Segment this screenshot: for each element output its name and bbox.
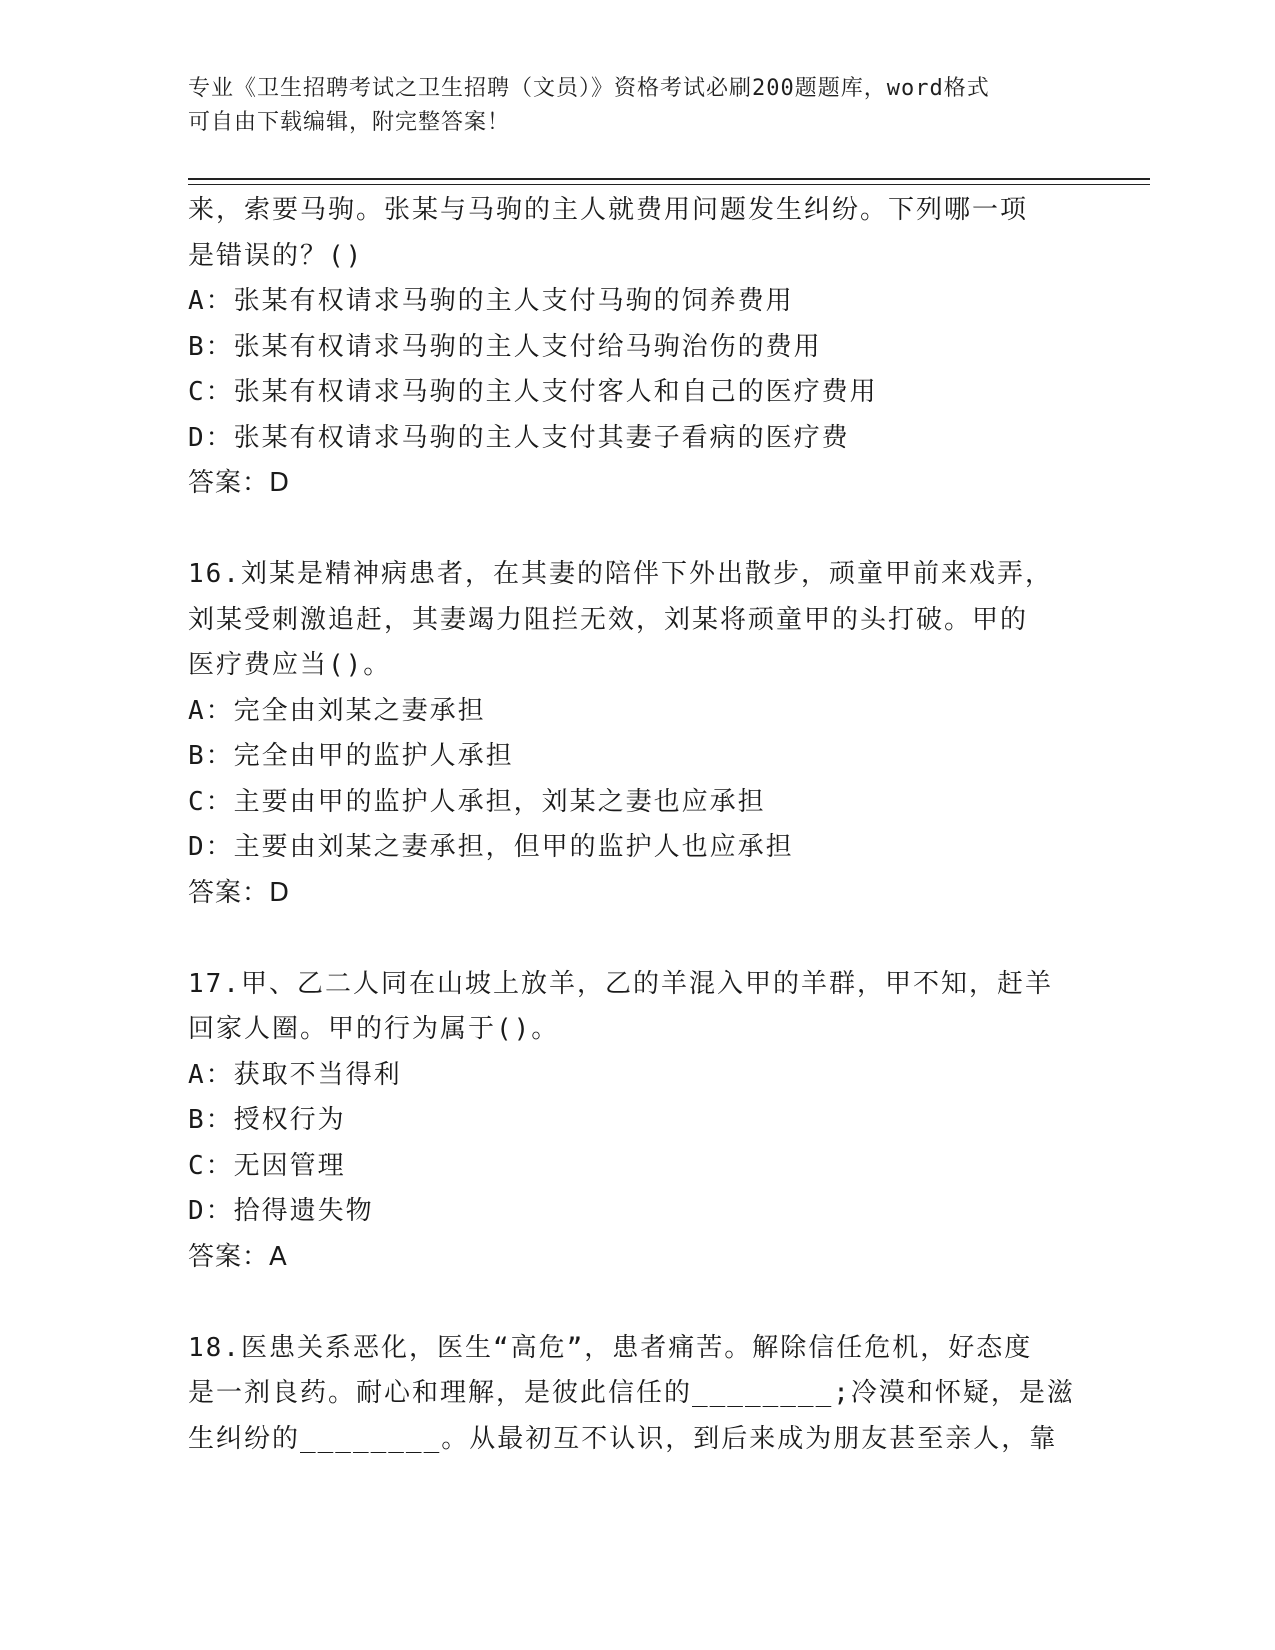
question-stem-line: 医疗费应当()。 (188, 650, 392, 680)
header-divider (188, 178, 1150, 185)
document-body (188, 188, 1088, 1462)
question-stem-line: 生纠纷的________。从最初互不认识，到后来成为朋友甚至亲人，靠 (188, 1423, 1058, 1454)
question-stem-line: 是一剂良药。耐心和理解，是彼此信任的________;冷漠和怀疑，是滋 (188, 1378, 1075, 1408)
question-stem-line: 来，索要马驹。张某与马驹的主人就费用问题发生纠纷。下列哪一项 (188, 195, 1029, 225)
header-title-line-2: 可自由下载编辑，附完整答案！ (188, 110, 511, 135)
answer-line: 答案：A (188, 1241, 288, 1272)
option-c: C：主要由甲的监护人承担，刘某之妻也应承担 (188, 786, 766, 817)
option-d: D：主要由刘某之妻承担，但甲的监护人也应承担 (188, 832, 794, 862)
option-a: A：获取不当得利 (188, 1059, 402, 1090)
option-a: A：完全由刘某之妻承担 (188, 695, 486, 726)
option-b: B：完全由甲的监护人承担 (188, 741, 514, 771)
option-d: D：张某有权请求马驹的主人支付其妻子看病的医疗费 (188, 422, 850, 453)
answer-line: 答案：D (188, 468, 291, 498)
answer-line: 答案：D (188, 877, 291, 908)
option-d: D：拾得遗失物 (188, 1196, 374, 1226)
question-18 (188, 1326, 1088, 1463)
question-stem-line: 17.甲、乙二人同在山坡上放羊，乙的羊混入甲的羊群，甲不知，赶羊 (188, 968, 1053, 999)
question-stem-line: 是错误的？() (188, 240, 364, 271)
option-b: B：授权行为 (188, 1105, 346, 1135)
question-stem-line: 16.刘某是精神病患者，在其妻的陪伴下外出散步，顽童甲前来戏弄， (188, 559, 1053, 589)
header-title-line-1: 专业《卫生招聘考试之卫生招聘（文员）》资格考试必刷200题题库，word格式 (188, 76, 990, 101)
option-b: B：张某有权请求马驹的主人支付给马驹治伤的费用 (188, 331, 822, 362)
question-15 (188, 188, 1088, 507)
document-header (188, 72, 1088, 140)
spacer (188, 1280, 1088, 1326)
option-a: A：张某有权请求马驹的主人支付马驹的饲养费用 (188, 286, 794, 316)
spacer (188, 507, 1088, 553)
question-stem-line: 回家人圈。甲的行为属于()。 (188, 1014, 560, 1044)
spacer (188, 916, 1088, 962)
question-stem-line: 刘某受刺激追赶，其妻竭力阻拦无效，刘某将顽童甲的头打破。甲的 (188, 604, 1029, 635)
question-17 (188, 962, 1088, 1281)
option-c: C：无因管理 (188, 1150, 346, 1181)
option-c: C：张某有权请求马驹的主人支付客人和自己的医疗费用 (188, 377, 878, 407)
question-stem-line: 18.医患关系恶化，医生“高危”，患者痛苦。解除信任危机，好态度 (188, 1332, 1033, 1363)
question-16 (188, 552, 1088, 916)
